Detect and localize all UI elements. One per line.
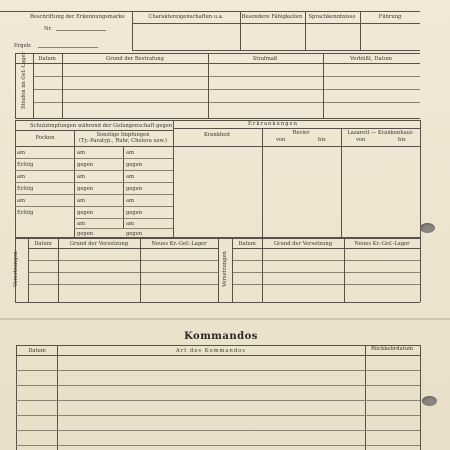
impf-r6-c2: gegen — [77, 210, 94, 216]
impf-r1-c2: am — [77, 150, 86, 156]
impf-r5-c2: am — [77, 198, 86, 204]
kommandos-top-line — [16, 345, 420, 346]
strafen-row-line-3 — [33, 102, 420, 103]
kommandos-row-3 — [16, 400, 420, 401]
vers-right-col-datum: Datum — [238, 241, 256, 247]
header-label-charaktereigenschaften: Charaktereigenschaften u.a. — [148, 14, 224, 20]
impf-header-bottom — [15, 146, 420, 147]
header-label-faehigkeiten: Besondere Fähigkeiten — [241, 14, 303, 20]
erkr-revier-von: von — [276, 137, 286, 143]
header-divider-1 — [132, 11, 133, 50]
erkr-lazarett-von: von — [356, 137, 366, 143]
strafen-col-1 — [33, 53, 34, 118]
erkr-col-1 — [262, 128, 263, 238]
strafen-bottom-line — [15, 118, 420, 119]
erkr-header: Erkrankungen — [248, 121, 298, 127]
impf-r4-c1: Erfolg — [17, 186, 34, 192]
vers-left-col-datum: Datum — [34, 241, 52, 247]
kommandos-row-6 — [16, 445, 420, 446]
header-label-nr: Nr. — [44, 26, 53, 32]
impf-row-line-1 — [15, 158, 173, 159]
kommandos-col-1 — [57, 345, 58, 450]
impf-r8-c2: gegen — [77, 231, 94, 237]
vers-right-col-grund: Grund der Versetzung — [273, 241, 333, 247]
strafen-side-label: Strafen im Gef.-Lager — [21, 51, 27, 109]
ergebnis-underline — [38, 47, 98, 48]
vers-right-col-1 — [262, 237, 263, 302]
vers-right-side-label: Versetzungen — [222, 251, 228, 287]
vers-left-col-2 — [140, 237, 141, 302]
vers-left-col-neues: Neues Kr.-Gef.-Lager — [151, 241, 207, 247]
impf-col-sonstige: Sonstige Impfungen — [96, 132, 150, 138]
vers-right-row-3 — [232, 284, 420, 285]
impf-r7-c3: am — [126, 221, 135, 227]
impf-r1-c1: am — [17, 150, 26, 156]
strafen-row-line-2 — [33, 89, 420, 90]
vers-left-header-line — [28, 248, 218, 249]
erkr-revier-bis: bis — [318, 137, 326, 143]
kommandos-header-line — [16, 355, 420, 356]
vers-left-row-1 — [28, 260, 218, 261]
vers-left-side-label: Versetzungen — [13, 251, 19, 287]
strafen-col-3 — [208, 53, 209, 118]
vers-right-row-2 — [232, 272, 420, 273]
header-label-sprachkenntnisse: Sprachkenntnisse — [308, 14, 356, 20]
nr-underline — [56, 30, 106, 31]
erkr-col-2 — [341, 128, 342, 238]
vers-mid-border — [218, 237, 219, 302]
erkr-right-border — [420, 120, 421, 238]
impf-r7-c2: am — [77, 221, 86, 227]
impf-col-pocken: Pocken — [35, 135, 55, 141]
impf-row-line-7 — [74, 228, 173, 229]
erkr-lazarett-bis: bis — [398, 137, 406, 143]
kommandos-row-4 — [16, 415, 420, 416]
vers-right-col-2 — [344, 237, 345, 302]
strafen-col-verbuesst: Verbüßt, Datum — [350, 56, 392, 62]
header-label-fuehrung: Führung — [378, 14, 402, 20]
kommandos-col-art: Art des Kommandos — [176, 348, 246, 354]
impf-r6-c1: Erfolg — [17, 210, 34, 216]
header-bottom-line — [132, 50, 420, 51]
impf-r2-c2: gegen — [77, 162, 94, 168]
impf-row-line-5 — [15, 206, 173, 207]
vers-left-col-0 — [28, 237, 29, 302]
strafen-top-line — [15, 53, 420, 54]
impf-r2-c3: gegen — [126, 162, 143, 168]
kommandos-left-border — [16, 345, 17, 450]
kommandos-row-2 — [16, 385, 420, 386]
impf-row-line-4 — [15, 194, 173, 195]
kommandos-right-border — [420, 345, 421, 450]
kommandos-col-datum: Datum — [28, 348, 46, 354]
punch-hole-lower — [422, 396, 437, 406]
header-mid-line — [132, 23, 420, 24]
impf-r3-c1: am — [17, 174, 26, 180]
impf-r1-c3: am — [126, 150, 135, 156]
vers-right-col-0 — [232, 237, 233, 302]
header-label-ergebnis: Ergeb: — [14, 43, 32, 49]
vers-right-col-neues: Neues Kr.-Gef.-Lager — [354, 241, 410, 247]
impf-header: Schutzimpfungen während der Gefangenschaft gegen — [30, 123, 173, 129]
impf-left-border — [15, 120, 16, 238]
erkr-subheader-line — [173, 128, 420, 129]
impf-r3-c3: am — [126, 174, 135, 180]
kommandos-col-2 — [365, 345, 366, 450]
vers-left-row-2 — [28, 272, 218, 273]
impf-top-line — [15, 120, 420, 121]
vers-right-header-line — [232, 248, 420, 249]
kommandos-title: Kommandos — [184, 331, 258, 342]
impf-r8-c3: gegen — [126, 231, 143, 237]
strafen-col-2 — [62, 53, 63, 118]
strafen-col-strafmass: Strafmaß — [252, 56, 278, 62]
strafen-row-line-1 — [33, 76, 420, 77]
impf-r4-c3: gegen — [126, 186, 143, 192]
header-top-line — [0, 11, 420, 12]
kommandos-row-1 — [16, 370, 420, 371]
header-divider-3 — [305, 11, 306, 50]
impf-row-line-6 — [74, 218, 173, 219]
impf-col-1 — [74, 130, 75, 238]
erkr-col-lazarett: Lazarett — Krankenhaus — [347, 130, 413, 136]
impf-row-line-3 — [15, 182, 173, 183]
impf-r3-c2: am — [77, 174, 86, 180]
strafen-col-datum: Datum — [38, 56, 56, 62]
header-label-erkennungsmarke: Beschriftung der Erkennungsmarke — [30, 14, 125, 20]
punch-hole-upper — [420, 223, 435, 233]
strafen-left-border — [15, 53, 16, 118]
strafen-header-line — [15, 63, 420, 64]
strafen-col-grund: Grund der Bestrafung — [106, 56, 164, 62]
vers-left-col-grund: Grund der Versetzung — [69, 241, 129, 247]
impf-r2-c1: Erfolg — [17, 162, 34, 168]
impf-r4-c2: gegen — [77, 186, 94, 192]
vers-left-col-1 — [58, 237, 59, 302]
vers-right-border — [420, 237, 421, 302]
header-divider-4 — [360, 11, 361, 50]
impf-subheader-line — [15, 130, 173, 131]
kommandos-col-rueckkehr: Rückkehrdatum — [370, 346, 414, 352]
impf-col-sonstige-detail: (Ty.-Paratyp., Ruhr, Cholera usw.) — [78, 138, 168, 144]
vers-left-row-3 — [28, 284, 218, 285]
vers-bottom-line — [15, 302, 420, 303]
impf-r5-c1: am — [17, 198, 26, 204]
strafen-col-4 — [323, 53, 324, 118]
impf-r5-c3: am — [126, 198, 135, 204]
kommandos-row-5 — [16, 430, 420, 431]
erkr-col-krankheit: Krankheit — [203, 132, 231, 138]
impf-row-line-2 — [15, 170, 173, 171]
vers-right-row-1 — [232, 260, 420, 261]
erkr-col-revier: Revier — [292, 130, 310, 136]
fold-line — [0, 318, 450, 320]
impf-col-3 — [173, 120, 174, 238]
impf-r6-c3: gegen — [126, 210, 143, 216]
